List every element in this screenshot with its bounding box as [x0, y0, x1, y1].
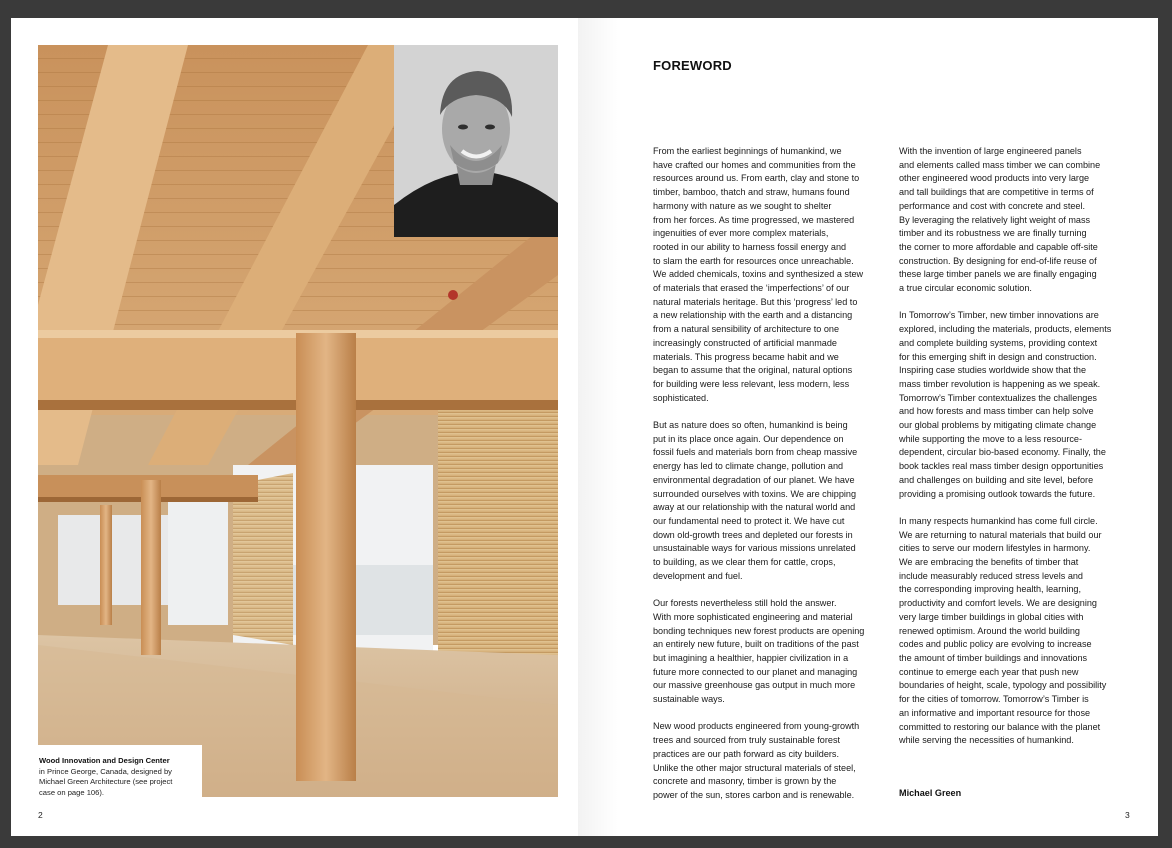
text-line: the amount of timber buildings and innovations: [899, 652, 1088, 663]
text-line: We are returning to natural materials that build our: [899, 529, 1102, 540]
caption-line: case on page 106).: [39, 787, 105, 797]
page-number-right: 3: [1125, 810, 1130, 820]
text-line: concrete and masonry, timber is grown by the: [653, 776, 837, 787]
text-line: Unlike the other major structural materials of steel,: [653, 762, 856, 773]
text-line: Tomorrow’s Timber contextualizes the challenges: [899, 392, 1097, 403]
text-line: very large timber buildings in global cities with: [899, 611, 1084, 622]
author-portrait: [394, 45, 558, 237]
text-line: We added chemicals, toxins and synthesized a stew: [653, 269, 864, 280]
text-line: other engineered wood products into very large: [899, 173, 1090, 184]
text-column-2: [899, 145, 1139, 762]
text-line: an entirely new future, built on traditions of the past: [653, 639, 859, 650]
text-line: the corresponding improving health, learning,: [899, 584, 1081, 595]
text-line: timber, bamboo, thatch and straw, humans found: [653, 187, 850, 198]
text-line: for building were less relevant, less modern, less: [653, 378, 850, 389]
text-line: and challenges on building and site level, before: [899, 474, 1094, 485]
text-line: and tall buildings that are competitive in terms of: [899, 187, 1094, 198]
text-column-1: [653, 145, 893, 816]
text-line: from a natural sensibility of architecture to one: [653, 324, 840, 335]
text-line: a new relationship with the earth and a distancing: [653, 310, 853, 321]
text-line: natural materials heritage. But this ‘progress’ led to: [653, 296, 858, 307]
text-line: put in its place once again. Our dependence on: [653, 433, 844, 444]
text-line: renewed optimism. Around the world building: [899, 625, 1080, 636]
text-line: began to assume that the original, natural options: [653, 365, 853, 376]
text-line: our massive greenhouse gas output in much more: [653, 680, 856, 691]
text-line: away at our relationship with the natural world and: [653, 502, 856, 513]
text-line: boundaries of height, scale, typology and possibility: [899, 680, 1107, 691]
text-line: and elements called mass timber we can combine: [899, 159, 1101, 170]
text-line: these large timber panels we are finally engaging: [899, 269, 1097, 280]
text-line: while serving the necessities of humankind.: [899, 735, 1074, 746]
text-line: to slam the earth for resources once unreachable.: [653, 255, 854, 266]
text-line: With the invention of large engineered panels: [899, 146, 1082, 156]
page-number-left: 2: [38, 810, 43, 820]
text-line: energy has led to climate change, pollution and: [653, 461, 844, 472]
paragraph: [653, 145, 893, 405]
text-line: continue to emerge each year that push new: [899, 666, 1079, 677]
text-line: performance and cost with concrete and steel.: [899, 200, 1086, 211]
text-line: With more sophisticated engineering and material: [653, 611, 853, 622]
text-line: environmental degradation of our planet. We have: [653, 474, 855, 485]
text-line: a true circular economic solution.: [899, 283, 1032, 294]
text-line: of materials that erased the ‘imperfections’ of our: [653, 283, 850, 294]
text-line: bonding techniques new forest products are opening: [653, 625, 865, 636]
text-line: trees and sourced from truly sustainable forest: [653, 735, 841, 746]
text-line: Inspiring case studies worldwide show that the: [899, 365, 1087, 376]
paragraph: [899, 309, 1139, 501]
paragraph: [653, 419, 893, 583]
text-line: In Tomorrow’s Timber, new timber innovations are: [899, 310, 1099, 321]
text-line: from her forces. As time progressed, we mastered: [653, 214, 855, 225]
paragraph: [653, 597, 893, 707]
text-line: mass timber revolution is happening as we speak.: [899, 378, 1101, 389]
text-line: New wood products engineered from young-growth: [653, 721, 860, 732]
author-name: Michael Green: [899, 788, 962, 798]
text-line: down old-growth trees and depleted our forests in: [653, 529, 853, 540]
text-line: In many respects humankind has come full circle.: [899, 515, 1098, 526]
text-line: and complete building systems, providing context: [899, 337, 1098, 348]
text-line: include measurably reduced stress levels and: [899, 570, 1083, 581]
paragraph: [653, 720, 893, 802]
text-line: have crafted our homes and communities from the: [653, 159, 856, 170]
text-line: Our forests nevertheless still hold the answer.: [653, 598, 837, 609]
text-line: for the cities of tomorrow. Tomorrow’s Timber is: [899, 694, 1089, 705]
text-line: development and fuel.: [653, 570, 743, 581]
text-line: while supporting the move to a less resource-: [899, 433, 1082, 444]
text-line: fossil fuels and materials born from cheap massive: [653, 447, 858, 458]
text-line: We are embracing the benefits of timber that: [899, 557, 1079, 568]
text-line: committed to restoring our balance with the planet: [899, 721, 1101, 732]
text-line: rooted in our ability to harness fossil energy and: [653, 241, 847, 252]
text-line: and how forests and mass timber can help solve: [899, 406, 1094, 417]
portrait-illustration: [394, 45, 558, 237]
text-line: sustainable ways.: [653, 694, 725, 705]
text-line: an informative and important resource for those: [899, 707, 1091, 718]
caption-line: in Prince George, Canada, designed by: [39, 766, 172, 776]
text-line: But as nature does so often, humankind is being: [653, 420, 848, 431]
text-line: construction. By designing for end-of-life reuse of: [899, 255, 1097, 266]
text-line: surrounded ourselves with toxins. We are chipping: [653, 488, 857, 499]
text-line: dependent, circular bio-based economy. Finally, the: [899, 447, 1106, 458]
text-line: cities to serve our modern lifestyles in harmony.: [899, 543, 1091, 554]
paragraph: [899, 515, 1139, 748]
text-line: codes and public policy are evolving to increase: [899, 639, 1092, 650]
text-line: From the earliest beginnings of humankind, we: [653, 146, 842, 156]
text-line: book tackles real mass timber design opportunities: [899, 461, 1104, 472]
text-line: future more connected to our planet and managing: [653, 666, 858, 677]
text-line: providing a promising outlook towards the future.: [899, 488, 1096, 499]
caption-line: Michael Green Architecture (see project: [39, 777, 173, 787]
text-line: timber and its robustness we are finally turning: [899, 228, 1087, 239]
text-line: unsustainable ways for various missions unrelated: [653, 543, 856, 554]
text-line: resources around us. From earth, clay and stone to: [653, 173, 860, 184]
caption-title: Wood Innovation and Design Center: [39, 756, 170, 765]
text-line: explored, including the materials, products, elements: [899, 324, 1112, 335]
paragraph: [899, 145, 1139, 296]
text-line: power of the sun, stores carbon and is renewable.: [653, 790, 855, 800]
text-line: our global problems by mitigating climate change: [899, 420, 1097, 431]
page-title: FOREWORD: [653, 58, 732, 73]
book-spread: [11, 18, 1158, 836]
text-line: our fundamental need to protect it. We have cut: [653, 515, 845, 526]
text-line: productivity and comfort levels. We are designing: [899, 598, 1097, 609]
photo-caption: [38, 745, 202, 797]
text-line: the corner to more affordable and capable off-site: [899, 241, 1098, 252]
text-line: but imagining a healthier, happier civilization in a: [653, 652, 849, 663]
text-line: sophisticated.: [653, 392, 709, 403]
text-line: increasingly constructed of artificial manmade: [653, 337, 837, 348]
text-line: materials. This progress became habit and we: [653, 351, 839, 362]
text-line: By leveraging the relatively light weight of mass: [899, 214, 1091, 225]
text-line: for this emerging shift in design and construction.: [899, 351, 1097, 362]
text-line: to building, as we clear them for cattle, crops,: [653, 557, 836, 568]
text-line: practices are our path forward as city builders.: [653, 748, 840, 759]
text-line: ingenuities of ever more complex materials,: [653, 228, 829, 239]
text-line: harmony with nature as we sought to shelter: [653, 200, 832, 211]
